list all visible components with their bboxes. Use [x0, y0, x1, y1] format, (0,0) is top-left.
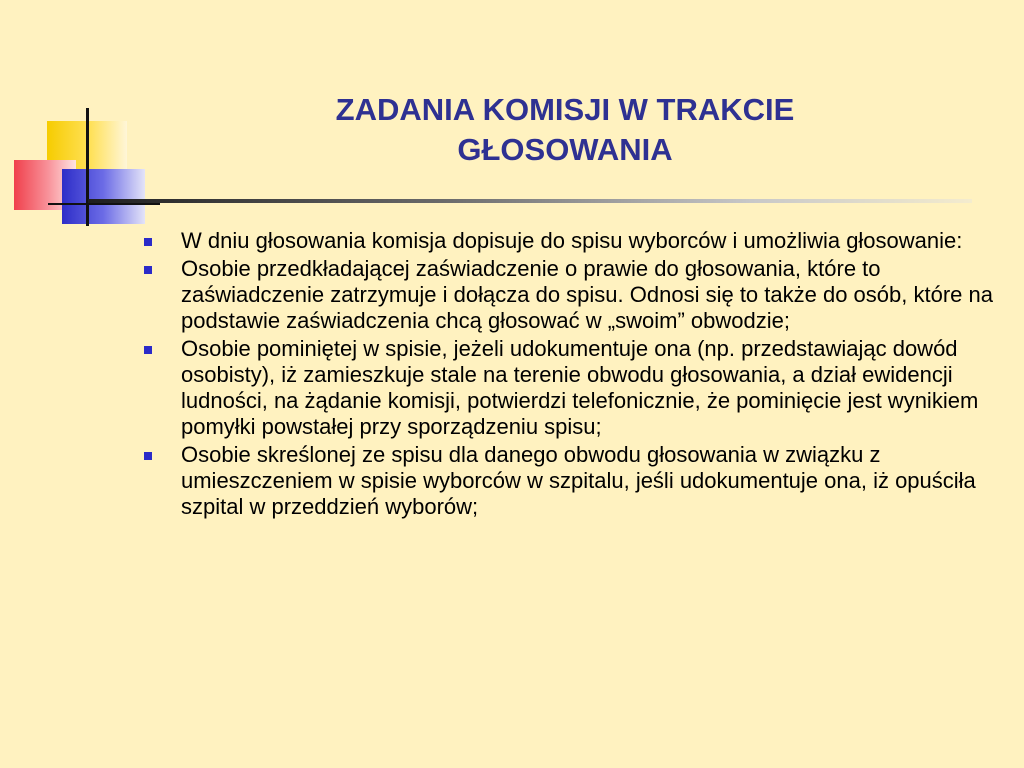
slide-title-line-2: GŁOSOWANIA: [457, 132, 673, 167]
corner-ornament: [0, 0, 160, 240]
bullet-text: Osobie przedkładającej zaświadczenie o prawie do głosowania, które to zaświadczenie zatrzymuje i dołącza do spisu. Odnosi się to także do osób, które na podstawie zaświadczenia chcą głosować w „swoim” obwodzie;: [181, 256, 993, 333]
horizontal-line-decoration: [48, 203, 160, 205]
bullet-item: [140, 442, 1000, 520]
square-bullet-icon: [144, 346, 152, 354]
square-bullet-icon: [144, 238, 152, 246]
slide-title: [200, 90, 930, 170]
bullet-item: [140, 256, 1000, 334]
bullet-text: Osobie skreślonej ze spisu dla danego obwodu głosowania w związku z umieszczeniem w spisie wyborców w szpitalu, jeśli udokumentuje ona, iż opuściła szpital w przeddzień wyborów;: [181, 442, 976, 519]
bullet-item: [140, 336, 1000, 440]
blue-square-decoration: [62, 169, 145, 224]
bullet-text: W dniu głosowania komisja dopisuje do spisu wyborców i umożliwia głosowanie:: [181, 228, 963, 253]
square-bullet-icon: [144, 266, 152, 274]
square-bullet-icon: [144, 452, 152, 460]
bullet-text: Osobie pominiętej w spisie, jeżeli udokumentuje ona (np. przedstawiając dowód osobisty), iż zamieszkuje stale na terenie obwodu głosowania, a dział ewidencji ludności, na żądanie komisji, potwierdzi telefonicznie, że pominięcie jest wynikiem pomyłki powstałej przy sporządzeniu spisu;: [181, 336, 979, 439]
vertical-line-decoration: [86, 108, 89, 226]
bullet-list: [140, 228, 1000, 522]
slide-title-line-1: ZADANIA KOMISJI W TRAKCIE: [335, 92, 795, 127]
title-divider-rule: [88, 199, 972, 203]
bullet-item: [140, 228, 1000, 254]
